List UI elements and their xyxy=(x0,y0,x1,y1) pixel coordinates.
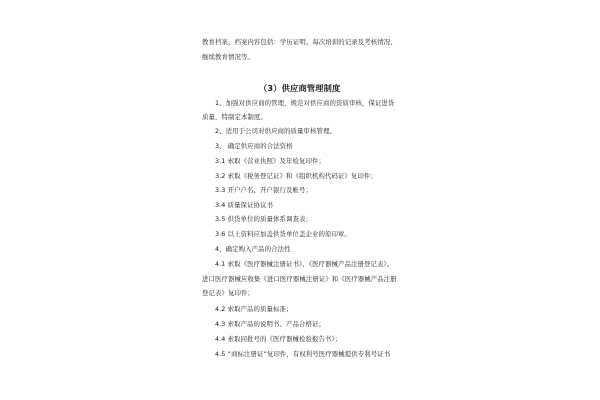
body-text-line: 4.4 索取同批号的《医疗器械检验报告书》； xyxy=(215,335,342,343)
body-text-line: 1、加强对供应商的管理，规范对供应商的资质审核，保证进货 xyxy=(215,99,395,107)
body-text-line: 4.5 “商标注册证”复印件，有权利号医疗器械提供专利号证书 xyxy=(215,350,391,358)
body-text-line: 2、适用于公司对供应商的质量审核管理。 xyxy=(215,127,336,135)
body-text-line: 3.3 开户户名、开户银行及帐号； xyxy=(215,186,312,194)
body-text-line: 继续教育情况等。 xyxy=(202,53,254,61)
body-text-line: 4、确定购入产品的合法性 xyxy=(215,245,291,253)
body-text-line: 4.2 索取产品的质量标准； xyxy=(215,305,293,313)
body-text-line: 登记表》复印件； xyxy=(202,289,254,297)
body-text-line: 教育档案，档案内容包括：学历证明、每次培训的记录及考核情况、 xyxy=(202,38,397,46)
body-text-line: 3.6 以上资料应加盖供货单位盖企业的原印章。 xyxy=(215,230,351,238)
body-text-line: 3、 确定供应商的合法资格 xyxy=(215,142,293,150)
body-text-line: 3.5 供货单位的质量体系调查表； xyxy=(215,215,312,223)
section-heading: （3）供应商管理制度 xyxy=(259,83,341,93)
body-text-line: 进口医疗器械应收集《进口医疗器械注册证》和《医疗器械产品注册 xyxy=(202,275,397,283)
body-text-line: 4.1 索取《医疗器械注册证书》、《医疗器械产品注册登记表》。 xyxy=(215,260,394,268)
body-text-line: 3.1 索取《营业执照》及年检复印件； xyxy=(215,157,325,165)
body-text-line: 3.2 索取《税务登记证》和《组织机构代码证》复印件； xyxy=(215,172,377,180)
body-text-line: 质量，特制定本制度。 xyxy=(202,113,267,121)
body-text-line: 3.4 质量保证协议书 xyxy=(215,201,274,209)
body-text-line: 4.3 索取产品的说明书、产品合格证； xyxy=(215,320,325,328)
